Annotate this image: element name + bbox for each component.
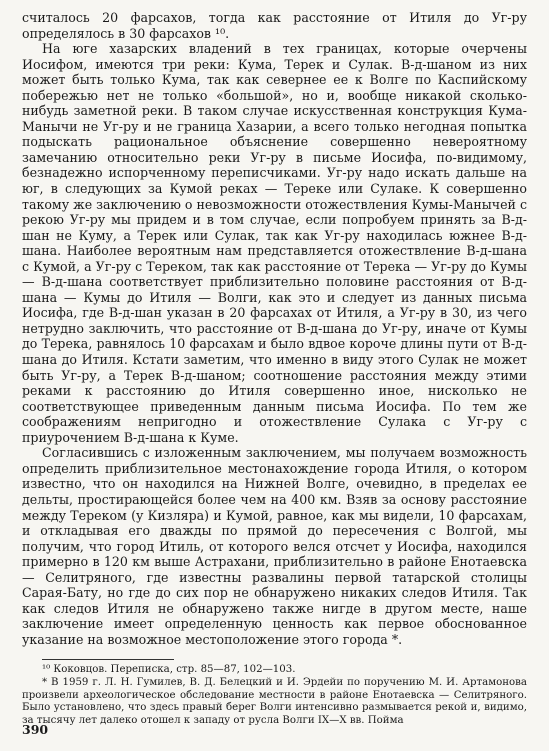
footnote-asterisk: * В 1959 г. Л. Н. Гумилев, В. Д. Белецкий и И. Эрдейи по поручению М. И. Артамонова произвели археологическое обследование местности в районе Енотаевска — Селитряного. Было установлено, что здесь правый берег Волги интенсивно размывается рекой и, видимо, за тысячу лет далеко отошел к западу от русла Волги IX—X вв. Пойма bbox=[22, 677, 527, 726]
paragraph-itil-location: Согласившись с изложенным заключением, мы получаем возможность определить приблизительное местонахождение города Итиля, о котором известно, что он находился на Нижней Волге, очевидно, в пределах ее дельты, простирающейся более чем на 400 км. Взяв за основу расстояние между Тереком (у Кизляра) и Кумой, равное, как мы видели, 10 фарсахам, и откладывая его дважды по прямой до пересечения с Волгой, мы получим, что город Итиль, от которого велся отсчет у Иосифа, находился примерно в 120 км выше Астрахани, приблизительно в районе Енотаевска — Селитряного, где известны развалины первой татарской столицы Сарая-Бату, но где до сих пор не обнаружено никаких следов Итиля. Так как следов Итиля не обнаружено также нигде в другом месте, наше заключение имеет определенную ценность как первое обоснованное указание на возможное местоположение этого города *. bbox=[22, 445, 527, 647]
footnote-divider bbox=[42, 659, 174, 660]
footnote-10: ¹⁰ Коковцов. Переписка, стр. 85—87, 102—103. bbox=[42, 664, 296, 676]
footnotes bbox=[22, 664, 527, 727]
paragraph-rivers: На юге хазарских владений в тех границах, которые очерчены Иосифом, имеются три реки: Кума, Терек и Сулак. В-д-шаном из них может быть только Кума, так как севернее ее к Волге по Каспийскому побережью нет не только «большой», но и, вообще никакой сколько-нибудь заметной реки. В таком случае искусственная конструкция Кума-Манычи не Уг-ру и не граница Хазарии, а всего только негодная попытка подыскать рациональное объяснение совершенно невероятному замечанию относительно реки Уг-ру в письме Иосифа, по-видимому, безнадежно испорченному переписчиками. Уг-ру надо искать дальше на юг, в следующих за Кумой реках — Тереке или Сулаке. К совершенно такому же заключению о невозможности отожествления Кумы-Манычей с рекою Уг-ру мы придем и в том случае, если попробуем принять за В-д-шан не Куму, а Терек или Сулак, так как Уг-ру находилась южнее В-д-шана. Наиболее вероятным нам представляется отожествление В-д-шана с Кумой, а Уг-ру с Тереком, так как расстояние от Терека — Уг-ру до Кумы — В-д-шана соответствует приблизительно половине расстояния от В-д-шана — Кумы до Итиля — Волги, как это и следует из данных письма Иосифа, где В-д-шан указан в 20 фарсахах от Итиля, а Уг-ру в 30, из чего нетрудно заключить, что расстояние от В-д-шана до Уг-ру, иначе от Кумы до Терека, равнялось 10 фарсахам и было вдвое короче длины пути от В-д-шана до Итиля. Кстати заметим, что именно в виду этого Сулак не может быть Уг-ру, а Терек В-д-шаном; соотношение расстояния между этими реками к расстоянию до Итиля совершенно иное, нисколько не соответствующее приведенным данным письма Иосифа. По тем же соображениям непригодно и отожествление Сулака с Уг-ру с приурочением В-д-шана к Куме. bbox=[22, 41, 528, 445]
paragraph-continuation: считалось 20 фарсахов, тогда как расстояние от Итиля до Уг-ру определялось в 30 фарсахов ¹⁰. bbox=[22, 10, 527, 41]
page-number: 390 bbox=[22, 722, 49, 737]
main-text bbox=[22, 10, 527, 647]
